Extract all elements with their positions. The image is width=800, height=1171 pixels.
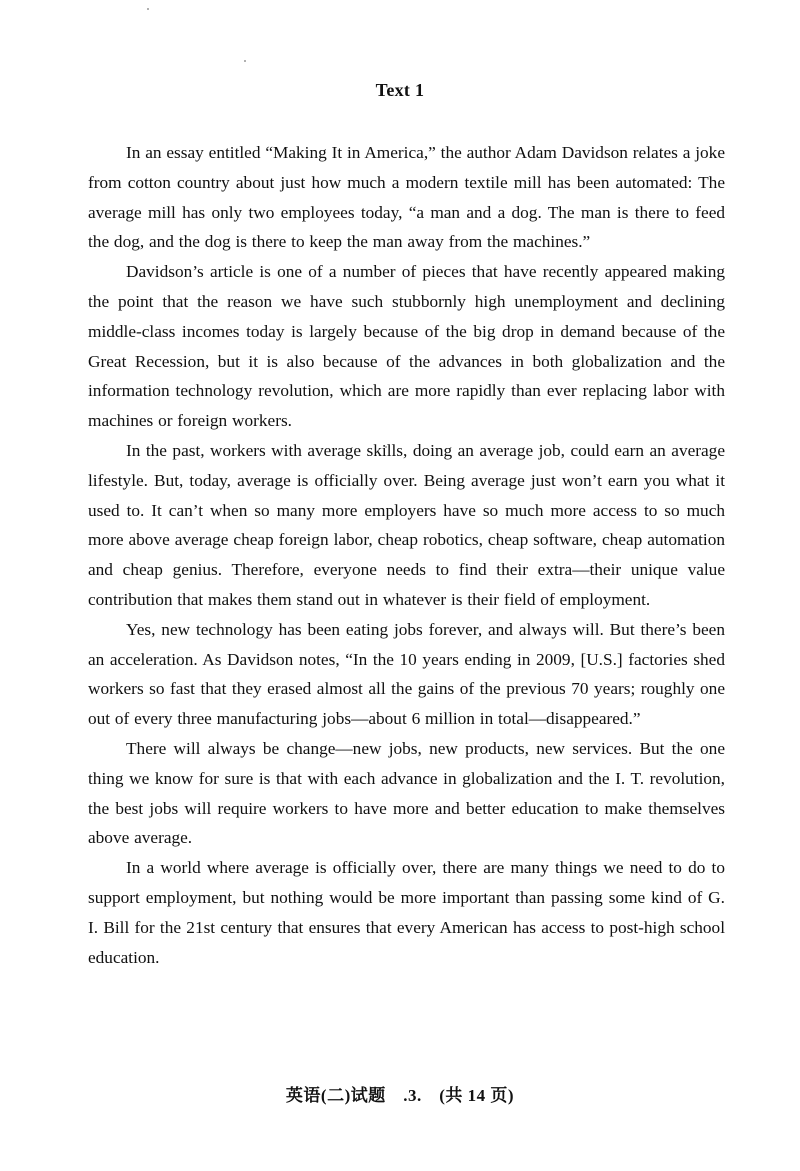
paragraph-6: In a world where average is officially over, there are many things we need to do to support employment, but nothing would be more important than passing some kind of G. I. Bill for the 21st century that ensures that every American has access to post-high school education. (88, 858, 725, 967)
passage-body (88, 138, 725, 972)
paragraph-4: Yes, new technology has been eating jobs forever, and always will. But there’s been an acceleration. As Davidson notes, “In the 10 years ending in 2009, [U.S.] factories shed workers so fast that they erased almost all the gains of the previous 70 years; roughly one out of every three manufacturing jobs—about 6 million in total—disappeared.” (88, 619, 725, 729)
paragraph-5: There will always be change—new jobs, new products, new services. But the one thing we know for sure is that with each advance in globalization and the I. T. revolution, the best jobs will require workers to have more and better education to make themselves above average. (88, 738, 725, 848)
paragraph-2: Davidson’s article is one of a number of pieces that have recently appeared making the point that the reason we have such stubbornly high unemployment and declining middle-class incomes today is largely because of the big drop in demand because of the Great Recession, but it is also because of the advances in both globalization and the information technology revolution, which are more rapidly than ever replacing labor with machines or foreign workers. (88, 262, 725, 431)
paragraph-3: In the past, workers with average skills, doing an average job, could earn an average lifestyle. But, today, average is officially over. Being average just won’t earn you what it used to. It can’t when so many more employers have so much more access to so much more above average cheap foreign labor, cheap robotics, cheap software, cheap automation and cheap genius. Therefore, everyone needs to find their extra—their unique value contribution that makes them stand out in whatever is their field of employment. (88, 440, 725, 609)
scan-speck (244, 60, 246, 62)
page-title: Text 1 (375, 80, 425, 100)
page-footer: 英语(二)试题 .3. (共 14 页) (285, 1086, 515, 1105)
paragraph-1: In an essay entitled “Making It in America,” the author Adam Davidson relates a joke from cotton country about just how much a modern textile mill has been automated: The average mill has only two employees today, “a man and a dog. The man is there to feed the dog, and the dog is there to keep the man away from the machines.” (88, 143, 725, 252)
scan-speck (147, 8, 149, 10)
